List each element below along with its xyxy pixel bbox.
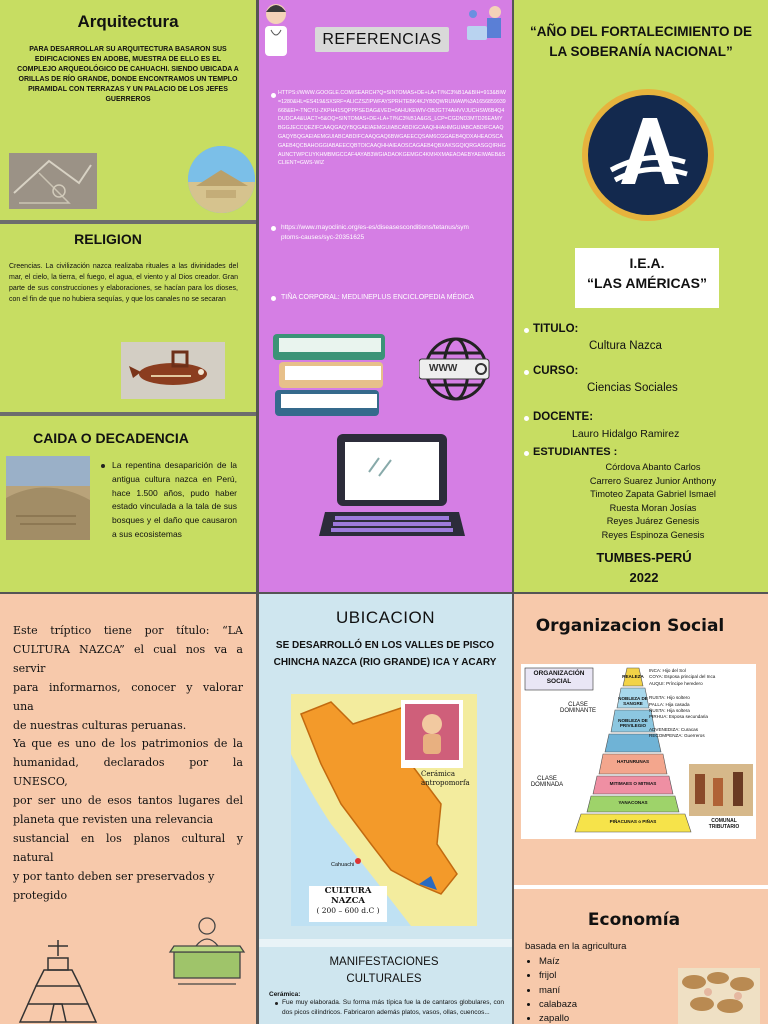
clase-dominante-label: CLASE DOMINANTE <box>560 702 596 714</box>
titulo-value: Cultura Nazca <box>589 340 662 352</box>
pyramid-note: PIRHUA: Esposa secundaria <box>649 714 708 720</box>
panel-referencias <box>259 0 512 592</box>
intro-line: natural <box>13 850 54 864</box>
panel-organizacion <box>514 594 768 1024</box>
tier-label: YANACONAS <box>618 800 648 805</box>
docente-value: Lauro Hidalgo Ramirez <box>572 428 680 440</box>
manifestaciones-dot <box>275 1002 278 1005</box>
pyramid-box-title-line1: ORGANIZACIÓN <box>533 670 585 677</box>
religion-text: Creencias. La civilización nazca realizaba rituales a las divinidades del mar, el cielo, la tierra, el fuego, el agua, el viento y al Dios creador. Gran parte de sus construcciones y elaboraciones, se hacían para los dioses, con el fin de que no hubiera sequías, y que los canales no se secaran <box>9 263 238 303</box>
intro-line: para informarnos, conocer y valorar <box>13 680 243 694</box>
intro-line: una <box>13 699 34 713</box>
school-logo <box>581 88 715 222</box>
school-name-line2: “LAS AMÉRICAS” <box>586 275 708 291</box>
ubicacion-title: UBICACION <box>336 608 435 627</box>
nazca-lines-image <box>9 153 97 209</box>
laptop-icon <box>319 432 465 540</box>
curso-label: CURSO: <box>533 365 579 377</box>
intro-text <box>13 622 243 906</box>
clase-dominada-label: CLASE DOMINADA <box>530 776 564 788</box>
social-pyramid-chart <box>521 664 756 839</box>
crop-item: • Maíz <box>539 955 577 969</box>
intro-line: Ya que es uno de los patrimonios de la <box>13 737 243 751</box>
pyramid-note: RECOMPENZA: Guerreros <box>649 733 705 739</box>
info-bullet <box>524 416 529 421</box>
reference-bullet <box>271 296 276 301</box>
intro-line: sustancial en los planos cultural y <box>13 831 243 845</box>
caida-bullet-dot <box>101 464 105 468</box>
manifestaciones-title: MANIFESTACIONES CULTURALES <box>329 956 439 985</box>
tier-label: PIÑACUNAS o PIÑAS <box>609 819 657 824</box>
pyramid-note: COYA: Esposa principal del Inca <box>649 674 716 680</box>
priest-illustration-icon <box>166 906 248 992</box>
pyramid-notes <box>649 668 753 740</box>
ceramic-animal-image <box>121 342 225 399</box>
intro-line: protegido <box>13 888 68 902</box>
intro-line: planeta que revisten una relevancia <box>13 813 214 827</box>
pyramid-note: INCA: Hijo del Sol <box>649 668 686 673</box>
students-list <box>548 461 758 542</box>
manifestaciones-text: Fue muy elaborada. Su forma más típica fue la de cantaros globulares, con dos picos cilíndricos. Fabricaron además platos, vasos, ollas, cuencos... <box>282 999 504 1016</box>
tier-label: HATUNRUNAS <box>616 759 650 764</box>
arquitectura-title: Arquitectura <box>77 12 179 31</box>
pyramid-note: RUSTA: Hijo soltero <box>649 695 690 701</box>
pyramid-photo <box>689 764 753 816</box>
referencias-banner <box>315 27 449 52</box>
student-name: Carrero Suarez Junior Anthony <box>589 475 717 486</box>
motto-text: “AÑO DEL FORTALECIMIENTO DE LA SOBERANÍA NACIONAL” <box>529 24 752 59</box>
pyramid-note: ADVENEDIZA: Curacas <box>649 726 699 732</box>
crop-item: • maní <box>539 984 577 998</box>
caida-text: La repentina desaparición de la antigua cultura nazca en Perú, hace 1.500 años, pudo haber estado vinculada a la tala de sus bosques y el daño que causaron a sus ecosistemas <box>112 460 237 539</box>
student-name: Reyes Juárez Genesis <box>606 516 700 526</box>
student-name: Reyes Espinoza Genesis <box>601 529 705 540</box>
religion-title: RELIGION <box>74 231 142 247</box>
ubicacion-text: SE DESARROLLÓ EN LOS VALLES DE PISCO CHINCHA NAZCA (RIO GRANDE) ICA Y ACARY <box>273 640 497 668</box>
intro-line: por ser uno de esos tantos lugares del <box>13 794 243 808</box>
comunal-label: COMUNAL TRIBUTARIO <box>708 818 740 830</box>
caida-title: CAIDA O DECADENCIA <box>33 430 189 446</box>
pyramid-box-title-line2: SOCIAL <box>546 678 572 685</box>
tier-label: NOBLEZA DE SANGRE <box>618 696 648 706</box>
economia-intro: basada en la agricultura <box>525 941 627 952</box>
year-text: 2022 <box>629 570 659 585</box>
economia-list <box>539 955 577 1024</box>
organizacion-title: Organizacion Social <box>535 616 725 636</box>
tier-label: MITIMAES O MITMAS <box>609 781 657 786</box>
temple-illustration-icon <box>10 934 106 1024</box>
school-name-line1: I.E.A. <box>629 255 665 271</box>
intro-line: y por tanto deben ser preservados y <box>13 869 215 883</box>
reference-item-google[interactable]: HTTPS://WWW.GOOGLE.COM/SEARCH?Q=SINTOMAS+DE+LA+TI%C3%B1A&BIH=913&BIW=1280&HL=ES419&SXSRF=ALICZSZIPWFAYSPRHTEBK4KJYB0QWRUMAW%3A1656859939668&EI=-TNCYU-ZKPH41SQPPPSEDAG&VED=0AHUKEWIV-OBJGT74AHVVJUCHSW6B4Q4DUDCA4&UACT=5&OQ=SINTOMAS+DE+LA+TI%C3%B1A&GS_LCP=CGDND3MTD26EAMYBGGJECCQEZIFCAAQGAQYBQGAEIAEMGUIABCABDIGCAAQHHAHMGUIABCABDIFCAAQGAQYBQGAEIAEMGUIABCABDIFCAAQGAQ6BWGAEECQSAM6CGGAEB4QDXAHEAOSCAGAEB4QCBAHOGGIABAEECQBTOICAAQHHAIEAOSCAGAEB4QBXAKSGQIQRGASGQIRHGAUNCTWPCUYKHMBMGCCAF4AYAB3WGIADAOKGEMGC4KMI4XMAEAOAEBYAEIWAEB&SCLIENT=GWS-WIZ <box>278 90 506 167</box>
ruins-image <box>6 456 90 540</box>
intro-line: CULTURA NAZCA” el cual nos va a <box>13 642 243 656</box>
pyramid-note: AUQUI: Príncipe heredero <box>649 680 703 686</box>
manifestaciones-subtitle: Cerámica: <box>269 991 301 998</box>
city-label: Cahuachi <box>331 862 355 868</box>
peanuts-image <box>678 968 760 1024</box>
tier-label: NOBLEZA DE PRIVILEGIO <box>618 718 648 728</box>
intro-line: Este tríptico tiene por título: “LA <box>13 624 243 637</box>
titulo-label: TITULO: <box>533 323 579 335</box>
reference-item-medlineplus[interactable]: TIÑA CORPORAL: MEDLINEPLUS ENCICLOPEDIA MÉDICA <box>281 294 474 301</box>
economia-title: Economía <box>587 910 681 930</box>
panel-ubicacion <box>259 594 512 1024</box>
map-caption-box <box>309 886 387 922</box>
ceramic-label-2: antropomorfa <box>421 779 470 787</box>
reference-bullet <box>271 226 276 231</box>
info-bullet <box>524 370 529 375</box>
intro-line: servir <box>13 661 46 675</box>
tier-label: REALEZA <box>622 674 644 679</box>
student-name: Timoteo Zapata Gabriel Ismael <box>590 489 716 499</box>
lab-scientist-icon <box>465 2 511 46</box>
www-label: WWW <box>429 363 458 374</box>
map-caption-line2: NAZCA <box>331 896 365 906</box>
map-caption-line3: ( 200 – 600 d.C ) <box>316 906 380 915</box>
ceramic-label-1: Cerámica <box>421 770 455 778</box>
separator <box>514 885 768 889</box>
intro-line: humanidad, declarados por la <box>13 756 243 770</box>
separator <box>0 220 256 224</box>
doctor-icon <box>259 0 293 60</box>
info-bullet <box>524 451 529 456</box>
intro-line: de nuestras culturas peruanas. <box>13 718 187 732</box>
student-name: Córdova Abanto Carlos <box>605 462 701 472</box>
peru-map <box>291 694 477 926</box>
arquitectura-text: PARA DESARROLLAR SU ARQUITECTURA BASARON SUS EDIFICACIONES EN ADOBE, MUESTRA DE ELLO ES EL COMPLEJO ARQUEOLÓGICO DE CAHUACHI. SIENDO UBICADA A ORILLAS DE RÍO GRANDE, DONDE ENCONTRAMOS UN TEMPLO PIRAMIDAL CON TERRAZAS Y UN PALACIO DE LOS JEFES GUERREROS <box>17 46 239 103</box>
student-name: Ruesta Moran Josías <box>609 502 697 513</box>
reference-bullet <box>271 93 276 98</box>
info-bullet <box>524 328 529 333</box>
separator <box>0 412 256 416</box>
panel-history <box>0 0 256 592</box>
place-text: TUMBES-PERÚ <box>596 550 692 565</box>
pyramid-note: PALLA: Hija casada <box>649 701 690 707</box>
estudiantes-label: ESTUDIANTES : <box>533 446 618 458</box>
crop-item: • calabaza <box>539 998 577 1012</box>
pyramid-note: ÑUSTA: Hija soltera <box>649 708 690 714</box>
globe-www-icon[interactable] <box>419 335 493 405</box>
intro-line: UNESCO, <box>13 775 68 789</box>
books-icon <box>271 328 391 424</box>
panel-intro <box>0 594 256 1024</box>
separator <box>259 939 512 947</box>
school-name-box <box>575 248 719 308</box>
reference-item-mayoclinic[interactable]: https://www.mayoclinic.org/es-es/diseasesconditions/tetanus/symptoms-causes/syc-20351625 <box>281 224 469 241</box>
curso-value: Ciencias Sociales <box>587 382 678 394</box>
referencias-title: REFERENCIAS <box>322 31 442 48</box>
pyramid-image <box>188 146 255 213</box>
docente-label: DOCENTE: <box>533 411 594 423</box>
crop-item: • zapallo <box>539 1012 577 1024</box>
panel-portada <box>514 0 768 592</box>
crop-item: • frijol <box>539 969 577 983</box>
map-caption-line1: CULTURA <box>324 886 372 896</box>
